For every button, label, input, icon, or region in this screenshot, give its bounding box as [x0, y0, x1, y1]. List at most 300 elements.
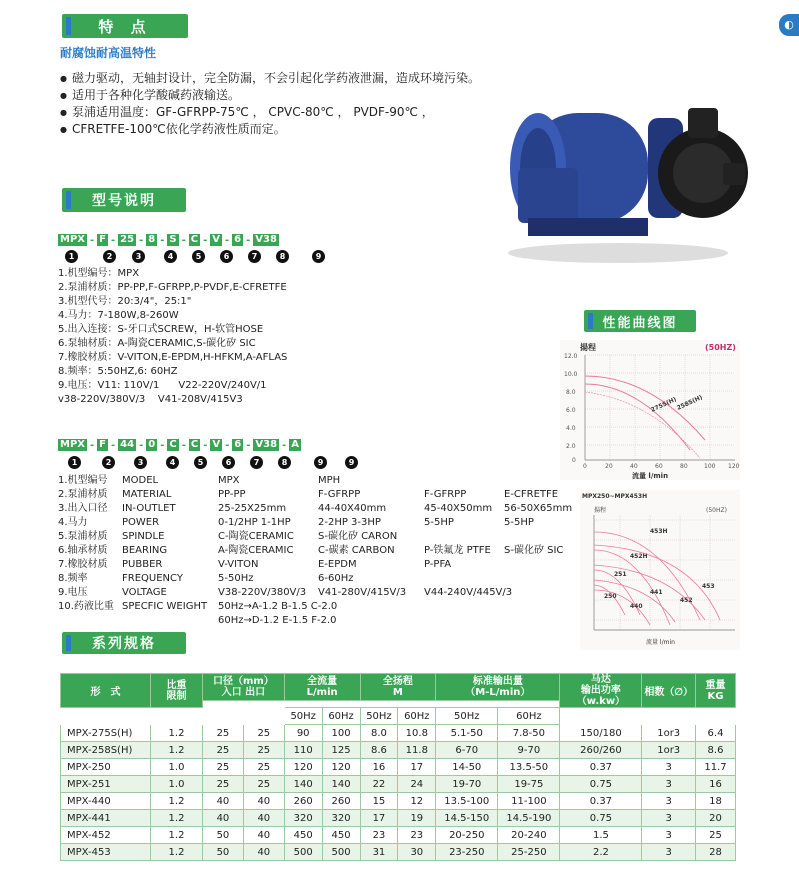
spec-line: 6.泵轴材质：A-陶瓷CERAMIC,S-碳化矽 SIC — [58, 338, 256, 349]
spec-cell: A-陶瓷CERAMIC — [218, 545, 294, 556]
x-tick: 20 — [605, 463, 613, 470]
list-item: ● 适用于各种化学酸碱药液输送。 — [60, 87, 530, 104]
table-row — [61, 810, 736, 827]
chart1-ylabel: 揚程 — [580, 343, 596, 352]
table-cell: 3 — [642, 844, 696, 861]
spec-cell: S-碳化矽 CARON — [318, 531, 398, 542]
number-badge: 9 — [314, 456, 327, 469]
spec-cell — [504, 614, 584, 628]
curve-label: 258S(H) — [675, 393, 704, 412]
number-badge: 4 — [166, 456, 179, 469]
col-header: 全扬程 M — [360, 674, 436, 701]
table-cell: 19 — [398, 810, 436, 827]
col-header: 全流量 L/min — [284, 674, 360, 701]
spec-cell: 5.泵浦材质 — [58, 531, 108, 542]
table-cell: 320 — [322, 810, 360, 827]
spec-row — [58, 586, 584, 600]
spec-cell — [424, 474, 504, 488]
table-cell: 125 — [322, 742, 360, 759]
x-tick: 80 — [680, 463, 688, 470]
features-title: 特 点 — [98, 17, 152, 36]
code-cell: 6 — [234, 234, 242, 245]
table-cell: 14.5-190 — [498, 810, 560, 827]
table-cell: 40 — [203, 810, 244, 827]
spec-cell: MATERIAL — [122, 489, 172, 500]
table-cell: 14.5-150 — [436, 810, 498, 827]
code-cell: F — [99, 234, 106, 245]
spec-line: v38-220V/380V/3 V41-208V/415V3 — [58, 394, 243, 405]
table-cell: 140 — [322, 776, 360, 793]
curve-label: 452H — [630, 553, 648, 560]
table-cell: 500 — [322, 844, 360, 861]
table-cell: 1.2 — [151, 810, 203, 827]
model-code-1: MPX - F - 25 - 8 - S - C - V - 6 - V38 — [60, 234, 277, 246]
table-cell: 260 — [322, 793, 360, 810]
spec-row — [58, 530, 584, 544]
y-tick: 12.0 — [564, 353, 578, 360]
x-tick: 0 — [583, 463, 587, 470]
y-tick: 6.0 — [566, 407, 576, 414]
spec-cell — [504, 530, 584, 544]
hz-label: 50Hz — [284, 708, 322, 725]
list-item: ● 磁力驱动，无轴封设计，完全防漏，不会引起化学药液泄漏，造成环境污染。 — [60, 70, 530, 87]
code-cell: V — [212, 439, 221, 450]
chart2-hz: (50HZ) — [706, 507, 727, 514]
col-header: 重量 KG — [696, 674, 736, 708]
spec-cell: 45-40X50mm — [424, 503, 493, 514]
table-cell: 110 — [284, 742, 322, 759]
performance-chart-2 — [580, 490, 740, 650]
spec-cell: F-GFRPP — [424, 489, 467, 500]
table-cell: 31 — [360, 844, 398, 861]
table-cell: 1.2 — [151, 742, 203, 759]
table-cell: 3 — [642, 776, 696, 793]
table-cell: 260/260 — [560, 742, 642, 759]
curve-label: 440 — [630, 603, 643, 610]
spec-cell — [58, 614, 122, 628]
spec-table — [60, 673, 736, 861]
curve-label: 250 — [604, 593, 617, 600]
spec-cell: V41-280V/415V/3 — [318, 587, 407, 598]
number-badge: 7 — [248, 250, 261, 263]
model-cell: MPX-251 — [61, 776, 151, 793]
table-cell: 50 — [203, 844, 244, 861]
spec-line: 2.泵浦材质：PP-PP,F-GFRPP,P-PVDF,E-CFRETFE — [58, 282, 287, 293]
model-cell: MPX-250 — [61, 759, 151, 776]
spec-cell — [318, 614, 424, 628]
spec-row — [58, 572, 584, 586]
table-cell: 8.6 — [360, 742, 398, 759]
spec-row — [58, 474, 584, 488]
code-cell: 8 — [148, 234, 156, 245]
spec-cell: PP-PP — [218, 489, 246, 500]
number-badge: 2 — [102, 456, 115, 469]
spec-cell: 6-60Hz — [318, 573, 354, 584]
y-tick: 10.0 — [564, 371, 578, 378]
table-cell: 0.75 — [560, 810, 642, 827]
x-tick: 40 — [630, 463, 638, 470]
table-row — [61, 793, 736, 810]
table-cell: 320 — [284, 810, 322, 827]
hz-label: 50Hz — [360, 708, 398, 725]
table-cell: 20-250 — [436, 827, 498, 844]
number-badge: 5 — [192, 250, 205, 263]
code-cell: A — [291, 439, 299, 450]
hz-label: 60Hz — [498, 708, 560, 725]
hz-label: 60Hz — [322, 708, 360, 725]
spec-cell: SPINDLE — [122, 531, 165, 542]
table-cell: 22 — [360, 776, 398, 793]
curve-label: 453H — [650, 528, 668, 535]
table-cell: 25 — [243, 776, 284, 793]
spec-row — [58, 502, 584, 516]
spec-cell: IN-OUTLET — [122, 503, 176, 514]
curve-label: 251 — [614, 571, 627, 578]
table-cell: 120 — [322, 759, 360, 776]
spec-cell: 56-50X65mm — [504, 503, 573, 514]
table-cell: 3 — [642, 759, 696, 776]
spec-cell: 60Hz→D-1.2 E-1.5 F-2.0 — [218, 615, 337, 626]
spec-cell: SPECFIC WEIGHT — [122, 601, 208, 612]
model-header — [62, 188, 186, 212]
number-badge: 5 — [194, 456, 207, 469]
table-cell: 25 — [243, 725, 284, 742]
table-cell: 25-250 — [498, 844, 560, 861]
chart2-title: MPX250~MPX453H — [582, 493, 648, 500]
table-cell: 18 — [696, 793, 736, 810]
chart2-ylabel: 揚程 — [594, 507, 607, 514]
chart1-hz: (50HZ) — [705, 343, 736, 352]
chart2-xlabel: 流量 l/min — [646, 639, 675, 646]
number-badge: 1 — [65, 250, 78, 263]
col-header-bore: 口径（mm） — [212, 675, 274, 687]
table-cell: 19-70 — [436, 776, 498, 793]
curve-label: 275S(H) — [649, 395, 678, 414]
table-cell: 0.37 — [560, 793, 642, 810]
table-cell: 40 — [203, 793, 244, 810]
number-badge: 9 — [345, 456, 358, 469]
x-tick: 60 — [655, 463, 663, 470]
table-cell: 90 — [284, 725, 322, 742]
table-cell: 14-50 — [436, 759, 498, 776]
number-badge: 2 — [103, 250, 116, 263]
spec-line: 7.橡胶材质：V-VITON,E-EPDM,H-HFKM,A-AFLAS — [58, 352, 288, 363]
spec-cell: F-GFRPP — [318, 489, 361, 500]
hz-label: 60Hz — [398, 708, 436, 725]
spec-cell: 2.泵浦材质 — [58, 489, 108, 500]
table-cell: 25 — [696, 827, 736, 844]
spec-row — [58, 488, 584, 502]
code-cell: 25 — [120, 234, 135, 245]
table-cell: 100 — [322, 725, 360, 742]
spec-cell: 50Hz→A-1.2 B-1.5 C-2.0 — [218, 601, 338, 612]
spec-cell — [424, 614, 504, 628]
table-cell: 450 — [322, 827, 360, 844]
spec-line: 4.马力：7-180W,8-260W — [58, 310, 179, 321]
spec-cell — [504, 586, 584, 600]
spec-cell: 5-5HP — [424, 517, 454, 528]
model-cell: MPX-453 — [61, 844, 151, 861]
table-cell: 25 — [203, 742, 244, 759]
spec-line: 8.频率：5:50HZ,6: 60HZ — [58, 366, 178, 377]
features-list — [60, 70, 530, 138]
col-subheader-bore: 入口 出口 — [221, 686, 266, 698]
spec-line: 3.机型代号：20:3/4"，25:1" — [58, 296, 192, 307]
spec-cell: E-CFRETFE — [504, 489, 559, 500]
table-cell: 1.2 — [151, 844, 203, 861]
table-cell: 23 — [360, 827, 398, 844]
table-row — [61, 827, 736, 844]
table-cell: 19-75 — [498, 776, 560, 793]
spec-cell — [424, 600, 504, 614]
spec-cell: 2-2HP 3-3HP — [318, 517, 381, 528]
col-header: 相数（∅） — [642, 674, 696, 708]
performance-chart-1 — [560, 340, 740, 480]
table-cell: 6.4 — [696, 725, 736, 742]
code-cell: V38 — [255, 439, 278, 450]
number-badge: 7 — [250, 456, 263, 469]
number-badge: 8 — [278, 456, 291, 469]
features-header — [62, 14, 188, 38]
table-cell: 23 — [398, 827, 436, 844]
spec-cell: 6.轴承材质 — [58, 545, 108, 556]
spec-cell: VOLTAGE — [122, 587, 167, 598]
spec-cell: FREQUENCY — [122, 573, 183, 584]
code-cell: F — [99, 439, 106, 450]
chart1-xlabel: 流量 l/min — [632, 472, 669, 480]
spec-row — [58, 544, 584, 558]
table-cell: 25 — [203, 759, 244, 776]
spec-cell: C-碳素 CARBON — [318, 545, 395, 556]
list-item: ● CFRETFE-100℃依化学药液性质而定。 — [60, 121, 530, 138]
model-cell: MPX-440 — [61, 793, 151, 810]
table-cell: 20-240 — [498, 827, 560, 844]
spec-cell: MPH — [318, 475, 341, 486]
x-tick: 120 — [728, 463, 740, 470]
col-header: 比重 限制 — [151, 674, 203, 708]
spec-cell: 5-50Hz — [218, 573, 254, 584]
number-badge: 9 — [312, 250, 325, 263]
spec-cell: BEARING — [122, 545, 168, 556]
spec-line: 1.机型编号：MPX — [58, 268, 140, 279]
code-cell: 44 — [120, 439, 135, 450]
pump-image — [498, 78, 748, 268]
table-cell: 3 — [642, 810, 696, 827]
model-cell: MPX-258S(H) — [61, 742, 151, 759]
x-tick: 100 — [704, 463, 716, 470]
table-cell: 25 — [203, 776, 244, 793]
spec-cell — [122, 614, 218, 628]
table-cell: 1.2 — [151, 793, 203, 810]
code-cell: 6 — [234, 439, 242, 450]
number-badge: 8 — [276, 250, 289, 263]
spec-cell: E-EPDM — [318, 559, 357, 570]
curve-label: 452 — [680, 597, 693, 604]
model-cell: MPX-452 — [61, 827, 151, 844]
number-badge: 6 — [222, 456, 235, 469]
spec-row — [58, 516, 584, 530]
table-cell: 150/180 — [560, 725, 642, 742]
spec-cell — [424, 572, 504, 586]
spec-cell: V44-240V/445V/3 — [424, 587, 513, 598]
spec-cell: 7.橡胶材质 — [58, 559, 108, 570]
table-cell: 40 — [243, 810, 284, 827]
model-title: 型号说明 — [92, 193, 156, 209]
code-cell: C — [169, 439, 177, 450]
table-cell: 5.1-50 — [436, 725, 498, 742]
list-item: ● 泵浦适用温度：GF-GFRPP-75℃ ， CPVC-80℃ ， PVDF-90℃ ， — [60, 104, 530, 121]
spec-cell: 44-40X40mm — [318, 503, 387, 514]
model-spec-table — [58, 474, 584, 628]
col-header — [203, 674, 285, 701]
table-row — [61, 844, 736, 861]
curve-label: 441 — [650, 589, 663, 596]
code-cell: MPX — [60, 234, 85, 245]
spec-cell: 8.频率 — [58, 573, 88, 584]
y-tick: 4.0 — [566, 425, 576, 432]
spec-cell: 3.出入口径 — [58, 503, 108, 514]
y-tick: 2.0 — [566, 443, 576, 450]
spec-cell: S-碳化矽 SIC — [504, 545, 564, 556]
number-badge: 3 — [134, 456, 147, 469]
table-cell: 12 — [398, 793, 436, 810]
spec-cell: P-PFA — [424, 559, 452, 570]
spec-cell — [318, 600, 424, 614]
table-cell: 1or3 — [642, 742, 696, 759]
table-cell: 9-70 — [498, 742, 560, 759]
spec-cell: MPX — [218, 475, 240, 486]
code-cell: C — [190, 439, 199, 450]
table-cell: 40 — [243, 793, 284, 810]
curve-title: 性能曲线图 — [602, 315, 678, 331]
spec-cell — [424, 530, 504, 544]
table-cell: 450 — [284, 827, 322, 844]
table-row — [61, 725, 736, 742]
spec-cell: 0-1/2HP 1-1HP — [218, 517, 291, 528]
table-cell: 25 — [243, 759, 284, 776]
col-header: 马达 输出功率（w.kw） — [560, 674, 642, 708]
table-cell: 25 — [203, 725, 244, 742]
table-cell: 3 — [642, 827, 696, 844]
table-cell: 140 — [284, 776, 322, 793]
number-badge: 3 — [132, 250, 145, 263]
table-cell: 13.5-100 — [436, 793, 498, 810]
y-tick: 8.0 — [566, 389, 576, 396]
spec-cell: 4.马力 — [58, 517, 88, 528]
table-row — [61, 776, 736, 793]
table-cell: 10.8 — [398, 725, 436, 742]
spec-cell: MODEL — [122, 475, 159, 486]
table-cell: 7.8-50 — [498, 725, 560, 742]
table-cell: 0.37 — [560, 759, 642, 776]
spec-row — [58, 600, 584, 614]
table-cell: 16 — [360, 759, 398, 776]
series-header — [62, 632, 186, 654]
spec-cell — [504, 474, 584, 488]
spec-cell: POWER — [122, 517, 160, 528]
table-cell: 17 — [398, 759, 436, 776]
table-cell: 28 — [696, 844, 736, 861]
spec-cell: 1.机型编号 — [58, 475, 108, 486]
table-cell: 23-250 — [436, 844, 498, 861]
code-cell: C — [190, 234, 199, 245]
table-cell: 16 — [696, 776, 736, 793]
y-tick: 0 — [572, 457, 576, 464]
table-cell: 120 — [284, 759, 322, 776]
code-cell: V38 — [255, 234, 277, 245]
table-cell: 11-100 — [498, 793, 560, 810]
table-cell: 1.5 — [560, 827, 642, 844]
code-cell: MPX — [60, 439, 85, 450]
table-cell: 1.0 — [151, 759, 203, 776]
spec-cell — [504, 600, 584, 614]
table-cell: 11.8 — [398, 742, 436, 759]
table-cell: 1.2 — [151, 725, 203, 742]
table-cell: 20 — [696, 810, 736, 827]
number-badge: 4 — [164, 250, 177, 263]
table-cell: 1.2 — [151, 827, 203, 844]
spec-cell: 25-25X25mm — [218, 503, 287, 514]
table-row — [61, 759, 736, 776]
table-cell: 260 — [284, 793, 322, 810]
spec-cell: P-铁氟龙 PTFE — [424, 545, 491, 556]
table-cell: 30 — [398, 844, 436, 861]
table-cell: 1.0 — [151, 776, 203, 793]
table-cell: 13.5-50 — [498, 759, 560, 776]
series-title: 系列规格 — [92, 636, 156, 652]
code-cell: V — [212, 234, 220, 245]
col-header: 标准输出量 （M-L/min） — [436, 674, 560, 701]
table-cell: 11.7 — [696, 759, 736, 776]
table-cell: 2.2 — [560, 844, 642, 861]
col-header: 形 式 — [61, 674, 151, 708]
table-cell: 25 — [243, 742, 284, 759]
spec-cell: V-VITON — [218, 559, 259, 570]
table-cell: 8.6 — [696, 742, 736, 759]
corner-tab-icon[interactable]: ◐ — [779, 14, 799, 36]
table-cell: 17 — [360, 810, 398, 827]
number-badge: 1 — [68, 456, 81, 469]
table-cell: 6-70 — [436, 742, 498, 759]
code-cell: S — [169, 234, 177, 245]
spec-cell: 5-5HP — [504, 517, 534, 528]
spec-cell: PUBBER — [122, 559, 163, 570]
spec-cell — [504, 572, 584, 586]
model-cell: MPX-441 — [61, 810, 151, 827]
table-cell: 1or3 — [642, 725, 696, 742]
spec-cell — [504, 558, 584, 572]
table-cell: 40 — [243, 827, 284, 844]
spec-cell: 9.电压 — [58, 587, 88, 598]
spec-cell: C-陶瓷CERAMIC — [218, 531, 294, 542]
spec-row — [58, 558, 584, 572]
table-cell: 15 — [360, 793, 398, 810]
table-cell: 3 — [642, 793, 696, 810]
spec-line: 9.电压：V11: 110V/1 V22-220V/240V/1 — [58, 380, 267, 391]
code-cell: 0 — [148, 439, 156, 450]
number-badge: 6 — [220, 250, 233, 263]
curve-header — [584, 310, 696, 332]
table-row — [61, 742, 736, 759]
spec-line: 5.出入连接：S-牙口式SCREW，H-软管HOSE — [58, 324, 264, 335]
model-code-2: MPX - F - 44 - 0 - C - C - V - 6 - V38 - A — [60, 439, 299, 451]
spec-row — [58, 614, 584, 628]
spec-cell: V38-220V/380V/3 — [218, 587, 307, 598]
table-cell: 50 — [203, 827, 244, 844]
features-subtitle: 耐腐蚀耐高温特性 — [60, 46, 157, 60]
spec-cell: 10.药液比重 — [58, 601, 114, 612]
curve-label: 453 — [702, 583, 715, 590]
